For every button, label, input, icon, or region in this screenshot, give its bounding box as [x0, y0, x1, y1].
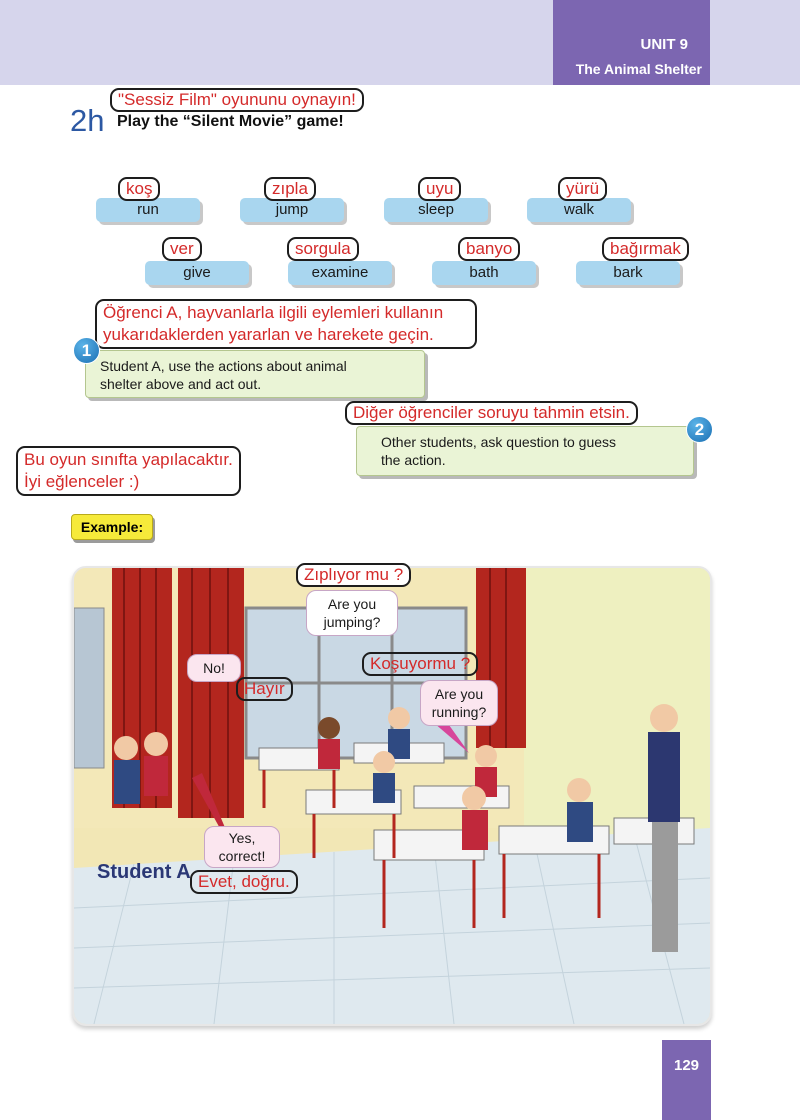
- running-line1: Are you: [434, 686, 484, 702]
- step-2-badge: 2: [686, 416, 713, 443]
- jumping-translation: Zıplıyor mu ?: [296, 563, 411, 587]
- word-translation-run: koş: [118, 177, 160, 201]
- word-translation-examine: sorgula: [287, 237, 359, 261]
- running-line2: running?: [431, 704, 487, 720]
- yes-line1: Yes,: [228, 830, 256, 846]
- yes-translation: Evet, doğru.: [190, 870, 298, 894]
- instruction-1-translation-line1: Öğrenci A, hayvanlarla ilgili eylemleri kullanın: [103, 303, 444, 322]
- instruction-1-line2: shelter above and act out.: [100, 376, 262, 392]
- page-number: 129: [673, 1057, 700, 1074]
- no-translation: Hayır: [236, 677, 293, 701]
- word-translation-bark: bağırmak: [602, 237, 689, 261]
- classroom-drawing: [74, 568, 710, 1024]
- word-translation-give: ver: [162, 237, 202, 261]
- jumping-line1: Are you: [327, 596, 377, 612]
- instruction-box-2: [356, 426, 694, 476]
- speech-bubble-jumping: [306, 590, 398, 636]
- instruction-1-translation: [95, 299, 477, 349]
- word-translation-walk: yürü: [558, 177, 607, 201]
- speech-bubble-no: No!: [187, 654, 241, 682]
- word-translation-sleep: uyu: [418, 177, 461, 201]
- instruction-box-1: [85, 350, 425, 398]
- section-title-translation: "Sessiz Film" oyununu oynayın!: [110, 88, 364, 112]
- word-chip-bath: bath: [432, 261, 536, 285]
- instruction-2-translation: Diğer öğrenciler soruyu tahmin etsin.: [345, 401, 638, 425]
- example-label: Example:: [71, 514, 153, 540]
- classroom-note-line1: Bu oyun sınıfta yapılacaktır.: [24, 450, 233, 469]
- unit-number: UNIT 9: [640, 36, 688, 53]
- section-title: Play the “Silent Movie” game!: [117, 113, 344, 130]
- word-chip-give: give: [145, 261, 249, 285]
- instruction-1-translation-line2: yukarıdaklerden yararlan ve harekete geçin.: [103, 325, 434, 344]
- unit-header: [553, 0, 710, 85]
- word-chip-bark: bark: [576, 261, 680, 285]
- instruction-2-line2: the action.: [381, 452, 446, 468]
- page-number-tab: [662, 1040, 711, 1120]
- unit-title: The Animal Shelter: [575, 61, 702, 77]
- student-a-label: Student A: [97, 861, 191, 883]
- classroom-note: [16, 446, 241, 496]
- word-chip-examine: examine: [288, 261, 392, 285]
- instruction-1-line1: Student A, use the actions about animal: [100, 358, 347, 374]
- running-translation: Koşuyormu ?: [362, 652, 478, 676]
- word-chip-sleep: sleep: [384, 198, 488, 222]
- section-number: 2h: [70, 103, 105, 138]
- word-translation-bath: banyo: [458, 237, 520, 261]
- word-chip-jump: jump: [240, 198, 344, 222]
- yes-line2: correct!: [218, 848, 266, 864]
- classroom-note-line2: İyi eğlenceler :): [24, 472, 140, 491]
- jumping-line2: jumping?: [323, 614, 381, 630]
- step-1-badge: 1: [73, 337, 100, 364]
- speech-bubble-yes: [204, 826, 280, 868]
- speech-bubble-running: [420, 680, 498, 726]
- word-chip-walk: walk: [527, 198, 631, 222]
- word-chip-run: run: [96, 198, 200, 222]
- word-translation-jump: zıpla: [264, 177, 316, 201]
- instruction-2-line1: Other students, ask question to guess: [381, 434, 617, 450]
